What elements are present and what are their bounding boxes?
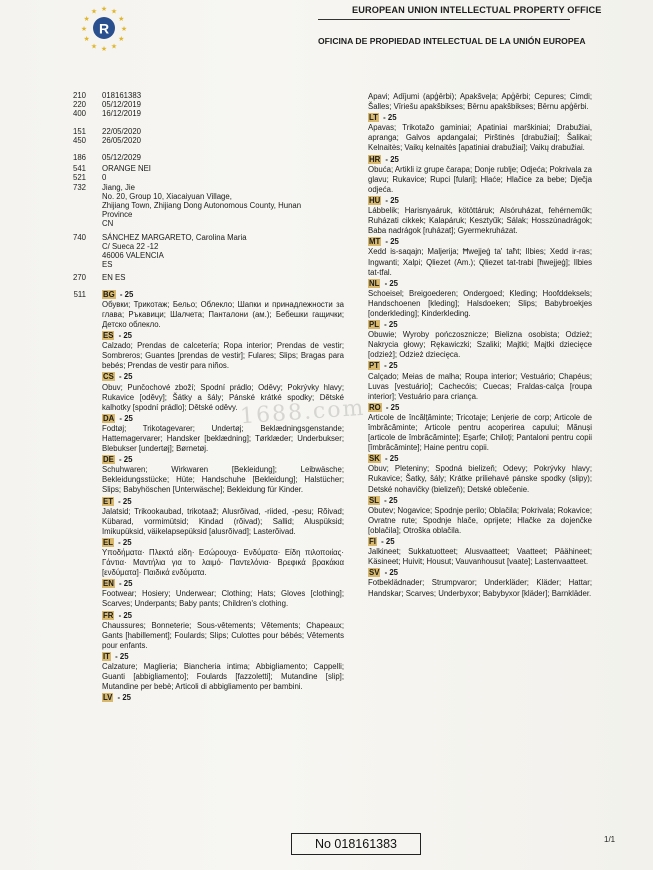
field-value-line: ORANGE NEI: [102, 164, 151, 174]
class-separator: -: [117, 289, 125, 299]
field-value-line: 0: [102, 173, 107, 183]
goods-text: Fodtøj; Trikotagevarer; Undertøj; Beklædningsgenstande; Hattemagervarer; Handsker [beklædning]; Tørklæder; Underbukser; Blebukser [undertøj]; Børnetøj.: [102, 423, 344, 454]
field-row: [64, 127, 344, 136]
class-separator: -: [383, 195, 391, 205]
nice-class: 25: [123, 455, 133, 465]
goods-text: Jalkineet; Sukkatuotteet; Alusvaatteet; Vaatteet; Päähineet; Käsineet; Huivit; Housut; Vauvanhousut [vaate]; Lastenvaatteet.: [368, 547, 592, 567]
field-code: 521: [72, 173, 86, 183]
field-row: [64, 100, 344, 109]
class-separator: -: [116, 610, 124, 620]
language-code: DE: [103, 455, 114, 465]
language-code: PL: [369, 320, 379, 330]
class-separator: -: [115, 537, 123, 547]
class-separator: -: [381, 320, 389, 330]
class-separator: -: [116, 372, 124, 382]
goods-language-block: [368, 496, 592, 536]
field-code: 186: [72, 153, 86, 163]
goods-text: Chaussures; Bonneterie; Sous-vêtements; Vêtements; Chapeaux; Gants [habillement]; Foulards; Slips; Culottes pour bébés; Vêtements pour enfants.: [102, 620, 344, 650]
field-code: 210: [72, 91, 86, 100]
field-row: [64, 91, 344, 100]
field-code: 220: [72, 100, 86, 110]
field-value: [102, 183, 344, 229]
language-code: HR: [369, 154, 381, 164]
logo-star: ★: [90, 8, 98, 16]
field-row: [64, 153, 344, 162]
office-title-en: EUROPEAN UNION INTELLECTUAL PROPERTY OFFICE: [352, 5, 602, 15]
nice-class: 25: [390, 195, 399, 205]
logo-star: ★: [118, 36, 125, 43]
logo-star: ★: [83, 36, 90, 43]
goods-text: Obuća; Artikli iz grupe čarapa; Donje rublje; Odjeća; Pokrivala za glavu; Rukavice; Rupci [fulari]; Hlaće; Hlačice za bebe; Dječja odjeća.: [368, 164, 592, 194]
nice-class: 25: [388, 495, 398, 505]
language-header: [368, 361, 592, 371]
goods-language-block: [368, 320, 592, 360]
goods-language-block: [368, 237, 592, 277]
class-separator: -: [380, 113, 388, 123]
euipo-logo: [74, 4, 134, 56]
goods-language-block: [102, 579, 344, 609]
field-value-line: 018161383: [102, 91, 142, 100]
goods-text: Jalatsid; Trikookaubad, trikotaaž; Alusrõivad, -riided, -pesu; Rõivad; Kübarad, vormimütsid; Kindad (rõivad); Sallid; Aluspüksid; Imikupüksid, väikelapsepüksid [alusrõivad]; Lasterõivad.: [102, 506, 344, 536]
language-code: LT: [369, 113, 378, 123]
language-header: [102, 290, 344, 300]
language-code: IT: [103, 651, 110, 661]
goods-language-block: [368, 155, 592, 195]
logo-star: ★: [83, 16, 90, 23]
language-header: [368, 196, 592, 206]
field-row: [64, 136, 344, 145]
goods-text: Obutev; Nogavice; Spodnje perilo; Oblačila; Pokrivala; Rokavice; Ovratne rute; Spodnje hlače, oprijete; Hlačke za dojenčke [oblačila]; Otroška oblačila.: [368, 505, 592, 535]
goods-text: Обувки; Трикотаж; Бельо; Облекло; Шапки и принадлежности за глава; Ръкавици; Шалчета; Панталони (ам.); Бебешки гащички; Детско облекло.: [102, 299, 344, 329]
class-separator: -: [383, 402, 391, 412]
language-code: EL: [103, 537, 113, 547]
field-value-line: C/ Sueca 22 -12: [102, 241, 159, 251]
field-code: 400: [72, 109, 86, 119]
logo-star: ★: [100, 46, 108, 53]
field-code: 270: [72, 273, 86, 283]
goods-language-block: [368, 279, 592, 319]
field-value: [102, 127, 344, 136]
field-value: [102, 136, 344, 145]
field-row: [64, 173, 344, 182]
right-column: [368, 91, 592, 599]
language-code: CS: [103, 372, 114, 382]
field-value-line: 16/12/2019: [102, 109, 142, 119]
nice-class: 25: [123, 331, 133, 341]
nice-class: 25: [122, 496, 132, 506]
language-code: FI: [369, 537, 376, 547]
language-header: [102, 538, 344, 548]
language-header: [102, 693, 344, 703]
class-separator: -: [382, 568, 390, 578]
goods-text: Fotbeklädnader; Strumpvaror; Underkläder; Kläder; Hattar; Handskar; Scarves; Underbyxor; Babybyxor [kläder]; Barnkläder.: [368, 578, 592, 598]
class-separator: -: [116, 331, 124, 341]
language-code: LV: [103, 693, 113, 703]
class-separator: -: [112, 651, 120, 661]
logo-star: ★: [120, 26, 128, 33]
language-code: SK: [369, 454, 380, 464]
language-header: [368, 568, 592, 578]
nice-class: 25: [122, 693, 132, 703]
nice-class: 25: [388, 320, 398, 330]
field-value-line: 05/12/2029: [102, 153, 142, 163]
field-value-line: ES: [102, 260, 113, 270]
goods-text: Footwear; Hosiery; Underwear; Clothing; Hats; Gloves [clothing]; Scarves; Underpants; Baby pants; Children's clothing.: [102, 589, 344, 609]
goods-language-block: [102, 538, 344, 578]
language-code: MT: [369, 237, 381, 247]
class-separator: -: [378, 537, 386, 547]
field-value: [102, 233, 344, 270]
registration-number-box: No 018161383: [291, 833, 421, 855]
nice-class: 25: [387, 113, 397, 123]
field-value-line: No. 20, Group 10, Xiacaiyuan Village,: [102, 191, 232, 201]
language-header: [368, 320, 592, 330]
field-row: [64, 233, 344, 270]
language-header: [368, 155, 592, 165]
language-code: NL: [369, 278, 380, 288]
field-code: 450: [72, 135, 86, 145]
logo-star: ★: [80, 26, 88, 33]
field-code: 541: [72, 164, 86, 174]
goods-text: Xedd is-saqajn; Maljerija; Ħwejjeġ ta' taħt; Ilbies; Xedd ir-ras; Ingwanti; Xalpi; Qliezet (Am.); Qliezet tat-trabi [ħwejjeġ]; Ilbies tat-tfal.: [368, 247, 592, 277]
goods-text: Calzado; Prendas de calcetería; Ropa interior; Prendas de vestir; Sombreros; Guantes [prendas de vestir]; Fulares; Slips; Bragas para bebés; Prendas de vestir para niños.: [102, 341, 344, 371]
class-separator: -: [381, 361, 389, 371]
goods-language-block: [368, 454, 592, 494]
field-value: [102, 109, 344, 118]
nice-class: 25: [122, 537, 132, 547]
language-code: HU: [369, 195, 381, 205]
language-header: [368, 113, 592, 123]
class-separator: -: [383, 237, 391, 247]
page-number: 1/1: [604, 835, 616, 844]
goods-language-block: [368, 196, 592, 236]
nice-class: 25: [389, 568, 399, 578]
field-value-line: 26/05/2020: [102, 135, 142, 145]
goods-language-block: [102, 331, 344, 371]
language-code: ES: [103, 331, 114, 341]
language-code: BG: [103, 289, 115, 299]
class-separator: -: [381, 495, 389, 505]
language-header: [102, 455, 344, 465]
language-header: [102, 331, 344, 341]
nice-class: 25: [124, 289, 134, 299]
language-header: [368, 537, 592, 547]
nice-class: 25: [390, 154, 399, 164]
goods-text: Apavas; Trikotažo gaminiai; Apatiniai marškiniai; Drabužiai, apranga; Galvos apdangalai; Pirštinės [drabužiai]; Šalikai; Kelnaitės; Vaikų kelnaitės [apatiniai drabužiai]; Vaikų drabužiai.: [368, 123, 592, 153]
nice-class: 25: [123, 579, 133, 589]
field-row: [64, 273, 344, 282]
nice-class: 25: [385, 537, 395, 547]
field-code: 151: [72, 126, 86, 136]
field-value-line: Jiang, Jie: [102, 182, 135, 192]
field-value: [102, 273, 344, 282]
goods-text: Obuv; Pleteniny; Spodná bielizeň; Odevy; Pokrývky hlavy; Rukavice; Šatky, šály; Krátke priliehavé pánske spodky (slipy); Detské nohavičky (bielizeň); Detské oblečenie.: [368, 464, 592, 494]
field-value-line: 22/05/2020: [102, 126, 142, 136]
logo-star: ★: [110, 43, 118, 51]
goods-text: Υποδήματα· Πλεκτά είδη· Εσώρουχα· Ενδύματα· Είδη πιλοποιίας· Γάντια· Μαντήλια για το λαιμό· Παντελόνια· Βρεφικά βρακάκια [ενδύματα]· Παιδικά ενδύματα.: [102, 548, 344, 578]
language-header: [102, 611, 344, 621]
field-value: [102, 173, 344, 182]
goods-language-block: [102, 290, 344, 330]
svg-text:R: R: [98, 20, 110, 37]
field-value-line: 46006 VALENCIA: [102, 251, 164, 261]
field-value-line: SÁNCHEZ MARGARETO, Carolina Maria: [102, 232, 247, 242]
goods-right-list: [368, 113, 592, 598]
field-value: [102, 153, 344, 162]
goods-text: Calzature; Maglieria; Biancheria intima; Abbigliamento; Cappelli; Guanti [abbigliamento]; Foulards [fazzoletti]; Mutandine [slip]; Mutandine per bebè; Articoli di abbigliamento per bambini.: [102, 662, 344, 692]
language-code: ET: [103, 496, 113, 506]
class-separator: -: [115, 496, 123, 506]
field-row: [64, 183, 344, 229]
field-value: [102, 100, 344, 109]
language-header: [368, 496, 592, 506]
language-header: [102, 497, 344, 507]
goods-language-block: [102, 611, 344, 651]
language-header: [368, 403, 592, 413]
bibliographic-fields: [64, 91, 344, 283]
field-value-line: Zhijiang Town, Zhijiang Dong Autonomous County, Hunan: [102, 201, 302, 211]
language-header: [102, 372, 344, 382]
field-value-line: Province: [102, 210, 133, 220]
goods-text: Obuv; Punčochové zboží; Spodní prádlo; Oděvy; Pokrývky hlavy; Rukavice [oděvy]; Šátky a šály; Pánské krátké spodky; Dětské kalhotky [spodní prádlo]; Dětské oděvy.: [102, 382, 344, 412]
field-row: [64, 164, 344, 173]
class-separator: -: [115, 693, 123, 703]
language-header: [102, 652, 344, 662]
language-code: RO: [369, 402, 381, 412]
language-header: [368, 237, 592, 247]
nice-class: 25: [123, 610, 133, 620]
goods-language-block: [102, 652, 344, 692]
office-title-es: OFICINA DE PROPIEDAD INTELECTUAL DE LA UNIÓN EUROPEA: [318, 36, 586, 46]
language-code: PT: [369, 361, 379, 371]
class-separator: -: [116, 579, 124, 589]
field-value-line: EN ES: [102, 273, 126, 283]
nice-class: 25: [388, 361, 398, 371]
language-header: [102, 579, 344, 589]
class-separator: -: [117, 413, 125, 423]
logo-star: ★: [110, 8, 118, 16]
language-header: [368, 279, 592, 289]
logo-star: ★: [100, 6, 108, 13]
nice-class: 25: [124, 413, 133, 423]
nice-class: 25: [390, 237, 399, 247]
nice-class: 25: [123, 372, 133, 382]
goods-text: Articole de încălțăminte; Tricotaje; Lenjerie de corp; Articole de îmbrăcăminte; Articole pentru acoperirea capului; Mănuși [articole de îmbrăcăminte]; Eșarfe; Chiloți; Pantaloni pentru copii [îmbrăcăminte]; Haine pentru copii.: [368, 412, 592, 453]
language-code: SL: [369, 495, 379, 505]
language-code: DA: [103, 413, 115, 423]
goods-language-block: [368, 113, 592, 153]
field-code: 511: [73, 289, 86, 299]
goods-section: [64, 290, 344, 704]
language-code: EN: [103, 579, 114, 589]
class-separator: -: [382, 278, 390, 288]
logo-star: ★: [118, 16, 125, 23]
field-row: [64, 109, 344, 118]
language-code: SV: [369, 568, 380, 578]
left-column: [64, 91, 344, 703]
nice-class: 25: [389, 454, 399, 464]
goods-text: Schoeisel; Breigoederen; Ondergoed; Kleding; Hoofddeksels; Handschoenen [kleding]; Halsdoeken; Slips; Babybroekjes [onderkleding]; Kinderkleding.: [368, 288, 592, 318]
goods-language-block: [102, 455, 344, 495]
goods-language-block: [102, 497, 344, 537]
field-value-line: CN: [102, 219, 114, 229]
goods-text: Obuwie; Wyroby pończosznicze; Bielizna osobista; Odzież; Nakrycia głowy; Rękawiczki; Szaliki; Majtki; Majtki dziecięce [odzież]; Odzież dziecięca.: [368, 330, 592, 360]
field-value-line: 05/12/2019: [102, 100, 142, 110]
class-separator: -: [116, 455, 124, 465]
field-code: 732: [72, 182, 86, 192]
nice-class: 25: [390, 402, 400, 412]
field-code: 740: [72, 232, 86, 242]
goods-text: Lábbelik; Harisnyaáruk, kötöttáruk; Alsóruházat, fehérneműk; Ruházati cikkek; Kalapáruk; Kesztyűk; Sálak; Hosszúnadrágok; Baba nadrágok [ruházat]; Gyermekruházat.: [368, 206, 592, 236]
language-header: [368, 454, 592, 464]
goods-text: Schuhwaren; Wirkwaren [Bekleidung]; Leibwäsche; Bekleidungsstücke; Hüte; Handschuhe [Bekleidung]; Halstücher; Slips; Babyhöschen [Unterwäsche]; Bekleidung für Kinder.: [102, 465, 344, 495]
goods-continued-text: Apavi; Adījumi (apģērbi); Apakšveļa; Apģērbi; Cepures; Cimdi; Šalles; Vīriešu apakšbikses; Bērnu apakšbikses; Bērnu apģērbi.: [368, 92, 592, 112]
goods-text: Calçado; Meias de malha; Roupa interior; Vestuário; Chapéus; Luvas [vestuário]; Cachecóis; Cuecas; Fraldas-calça [roupa interior]; Vestuário para criança.: [368, 371, 592, 401]
goods-language-block: [368, 361, 592, 401]
nice-class: 25: [119, 651, 129, 661]
field-value: [102, 164, 344, 173]
class-separator: -: [383, 154, 391, 164]
goods-language-block: [368, 568, 592, 598]
watermark: 1688.com: [239, 395, 367, 430]
logo-star: ★: [90, 43, 98, 51]
goods-left-list: [64, 290, 344, 704]
goods-language-block: [102, 693, 344, 703]
language-code: FR: [103, 610, 114, 620]
header-divider: [318, 19, 570, 20]
class-separator: -: [382, 454, 390, 464]
goods-language-block: [368, 403, 592, 453]
nice-class: 25: [389, 278, 399, 288]
field-value: [102, 91, 344, 100]
goods-language-block: [368, 537, 592, 567]
